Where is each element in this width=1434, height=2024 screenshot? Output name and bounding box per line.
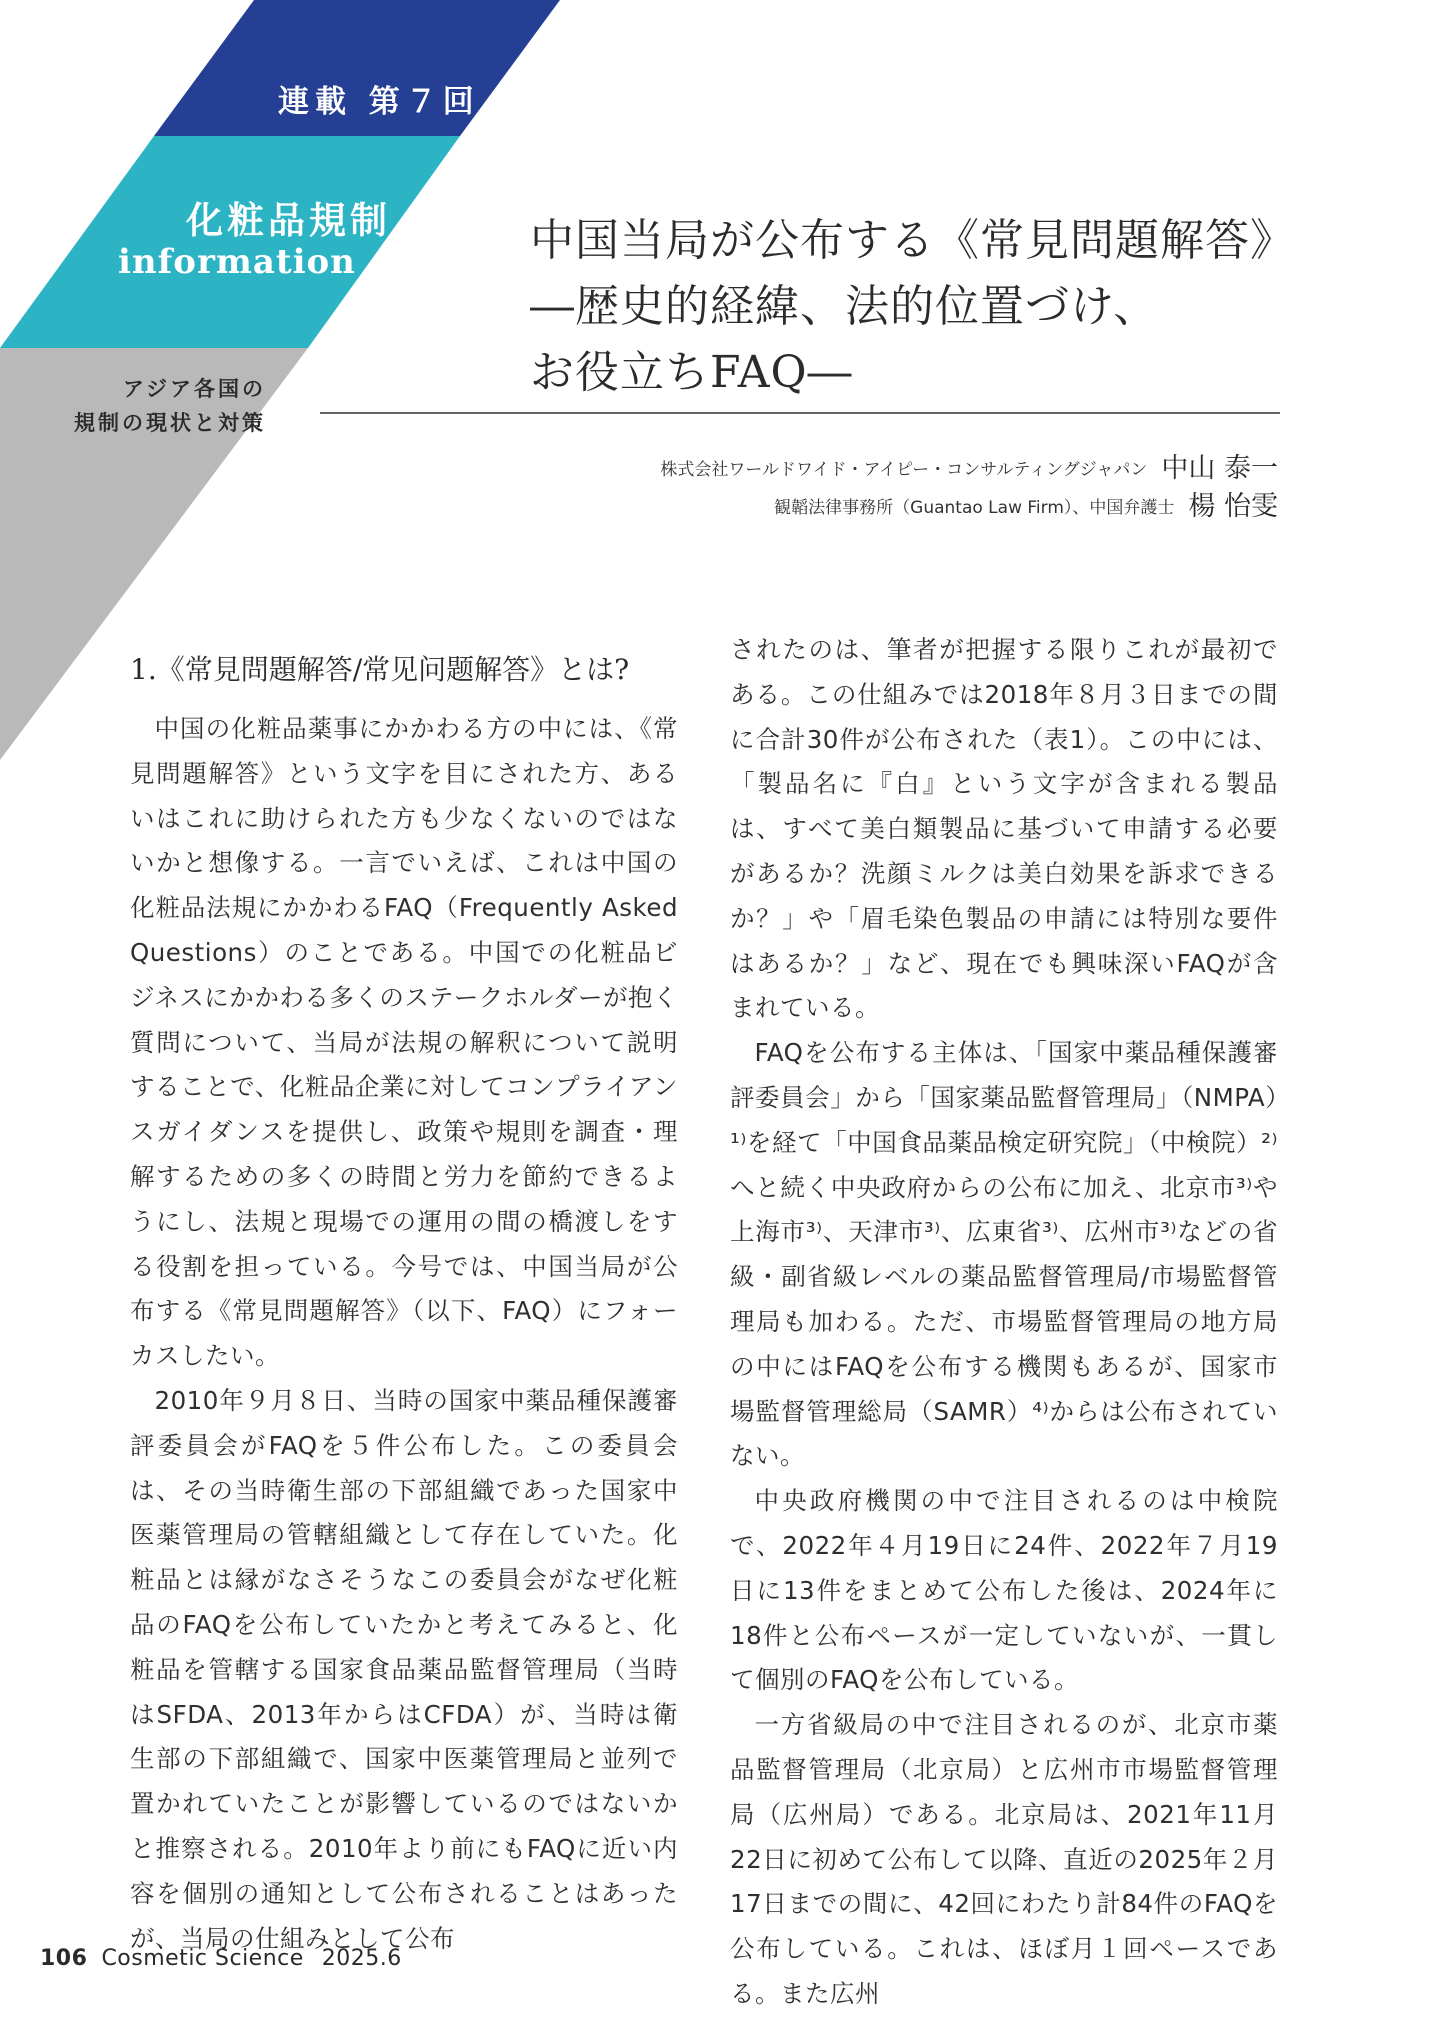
title-divider — [320, 412, 1280, 414]
left-column — [130, 707, 678, 1961]
series-subtitle-line2: 規制の現状と対策 — [74, 411, 266, 435]
title-line-3: お役立ちFAQ― — [530, 347, 853, 398]
title-line-1: 中国当局が公布する《常見問題解答》 — [530, 215, 1295, 266]
category-title-jp: 化粧品規制 — [186, 199, 391, 242]
page-footer — [40, 1946, 402, 1971]
paragraph: FAQを公布する主体は、「国家中薬品種保護審評委員会」から「国家薬品監督管理局」（NMPA）¹⁾を経て「中国食品薬品検定研究院」（中検院）²⁾へと続く中央政府からの公布に加え、北京市³⁾や上海市³⁾、天津市³⁾、広東省³⁾、広州市³⁾などの省級・副省級レベルの薬品監督管理局/市場監督管理局も加わる。ただ、市場監督管理局の地方局の中にはFAQを公布する機関もあるが、国家市場監督管理総局（SAMR）⁴⁾からは公布されていない。 — [730, 1038, 1278, 1471]
magazine-name: Cosmetic Science — [101, 1946, 304, 1971]
paragraph: されたのは、筆者が把握する限りこれが最初である。この仕組みでは2018年８月３日までの間に合計30件が公布された（表1）。この中には、「製品名に『白』という文字が含まれる製品は、すべて美白類製品に基づいて申請する必要があるか？洗顔ミルクは美白効果を訴求できるか？」や「眉毛染色製品の申請には特別な要件はあるか？」など、現在でも興味深いFAQが含まれている。 — [730, 635, 1278, 1023]
paragraph: 一方省級局の中で注目されるのが、北京市薬品監督管理局（北京局）と広州市市場監督管理局（広州局）である。北京局は、2021年11月22日に初めて公布して以降、直近の2025年２月17日までの間に、42回にわたり計84件のFAQを公布している。これは、ほぼ月１回ペースである。また広州 — [730, 1710, 1278, 2008]
right-column — [730, 628, 1278, 2017]
article-title — [530, 208, 1330, 406]
title-line-2: ―歴史的経緯、法的位置づけ、 — [530, 281, 1159, 332]
author-1-name: 中山 泰一 — [1161, 453, 1278, 484]
author-1-affiliation: 株式会社ワールドワイド・アイピー・コンサルティングジャパン — [660, 460, 1148, 480]
paragraph: 2010年９月８日、当時の国家中薬品種保護審評委員会がFAQを５件公布した。この委員会は、その当時衛生部の下部組織であった国家中医薬管理局の管轄組織として存在していた。化粧品とは縁がなさそうなこの委員会がなぜ化粧品のFAQを公布していたかと考えてみると、化粧品を管轄する国家食品薬品監督管理局（当時はSFDA、2013年からはCFDA）が、当時は衛生部の下部組織で、国家中医薬管理局と並列で置かれていたことが影響しているのではないかと推察される。2010年より前にもFAQに近い内容を個別の通知として公布されることはあったが、当局の仕組みとして公布 — [130, 1385, 678, 1953]
section-heading: 1.《常見問題解答/常见问题解答》とは? — [130, 653, 630, 686]
paragraph: 中国の化粧品薬事にかかわる方の中には、《常見問題解答》という文字を目にされた方、あるいはこれに助けられた方も少なくないのではないかと想像する。一言でいえば、これは中国の化粧品法規にかかわるFAQ（Frequently Asked Questions）のことである。中国での化粧品ビジネスにかかわる多くのステークホルダーが抱く質問について、当局が法規の解釈について説明することで、化粧品企業に対してコンプライアンスガイダンスを提供し、政策や規則を調査・理解するための多くの時間と労力を節約できるようにし、法規と現場での運用の間の橋渡しをする役割を担っている。今号では、中国当局が公布する《常見問題解答》（以下、FAQ）にフォーカスしたい。 — [130, 714, 678, 1371]
series-subtitle-line1: アジア各国の — [122, 377, 266, 401]
author-2-affiliation: 観韜法律事務所（Guantao Law Firm）、中国弁護士 — [774, 498, 1175, 518]
author-2-name: 楊 怡雯 — [1188, 491, 1278, 522]
series-subtitle — [40, 372, 266, 440]
series-label: 連載 第７回 — [278, 84, 480, 120]
author-1 — [660, 446, 1278, 485]
issue-date: 2025.6 — [321, 1946, 402, 1971]
paragraph: 中央政府機関の中で注目されるのは中検院で、2022年４月19日に24件、2022年７月19日に13件をまとめて公布した後は、2024年に18件と公布ペースが一定していないが、一貫して個別のFAQを公布している。 — [730, 1486, 1278, 1695]
author-2 — [774, 484, 1278, 523]
category-title-en: information — [118, 242, 356, 282]
page-number: 106 — [40, 1946, 88, 1971]
